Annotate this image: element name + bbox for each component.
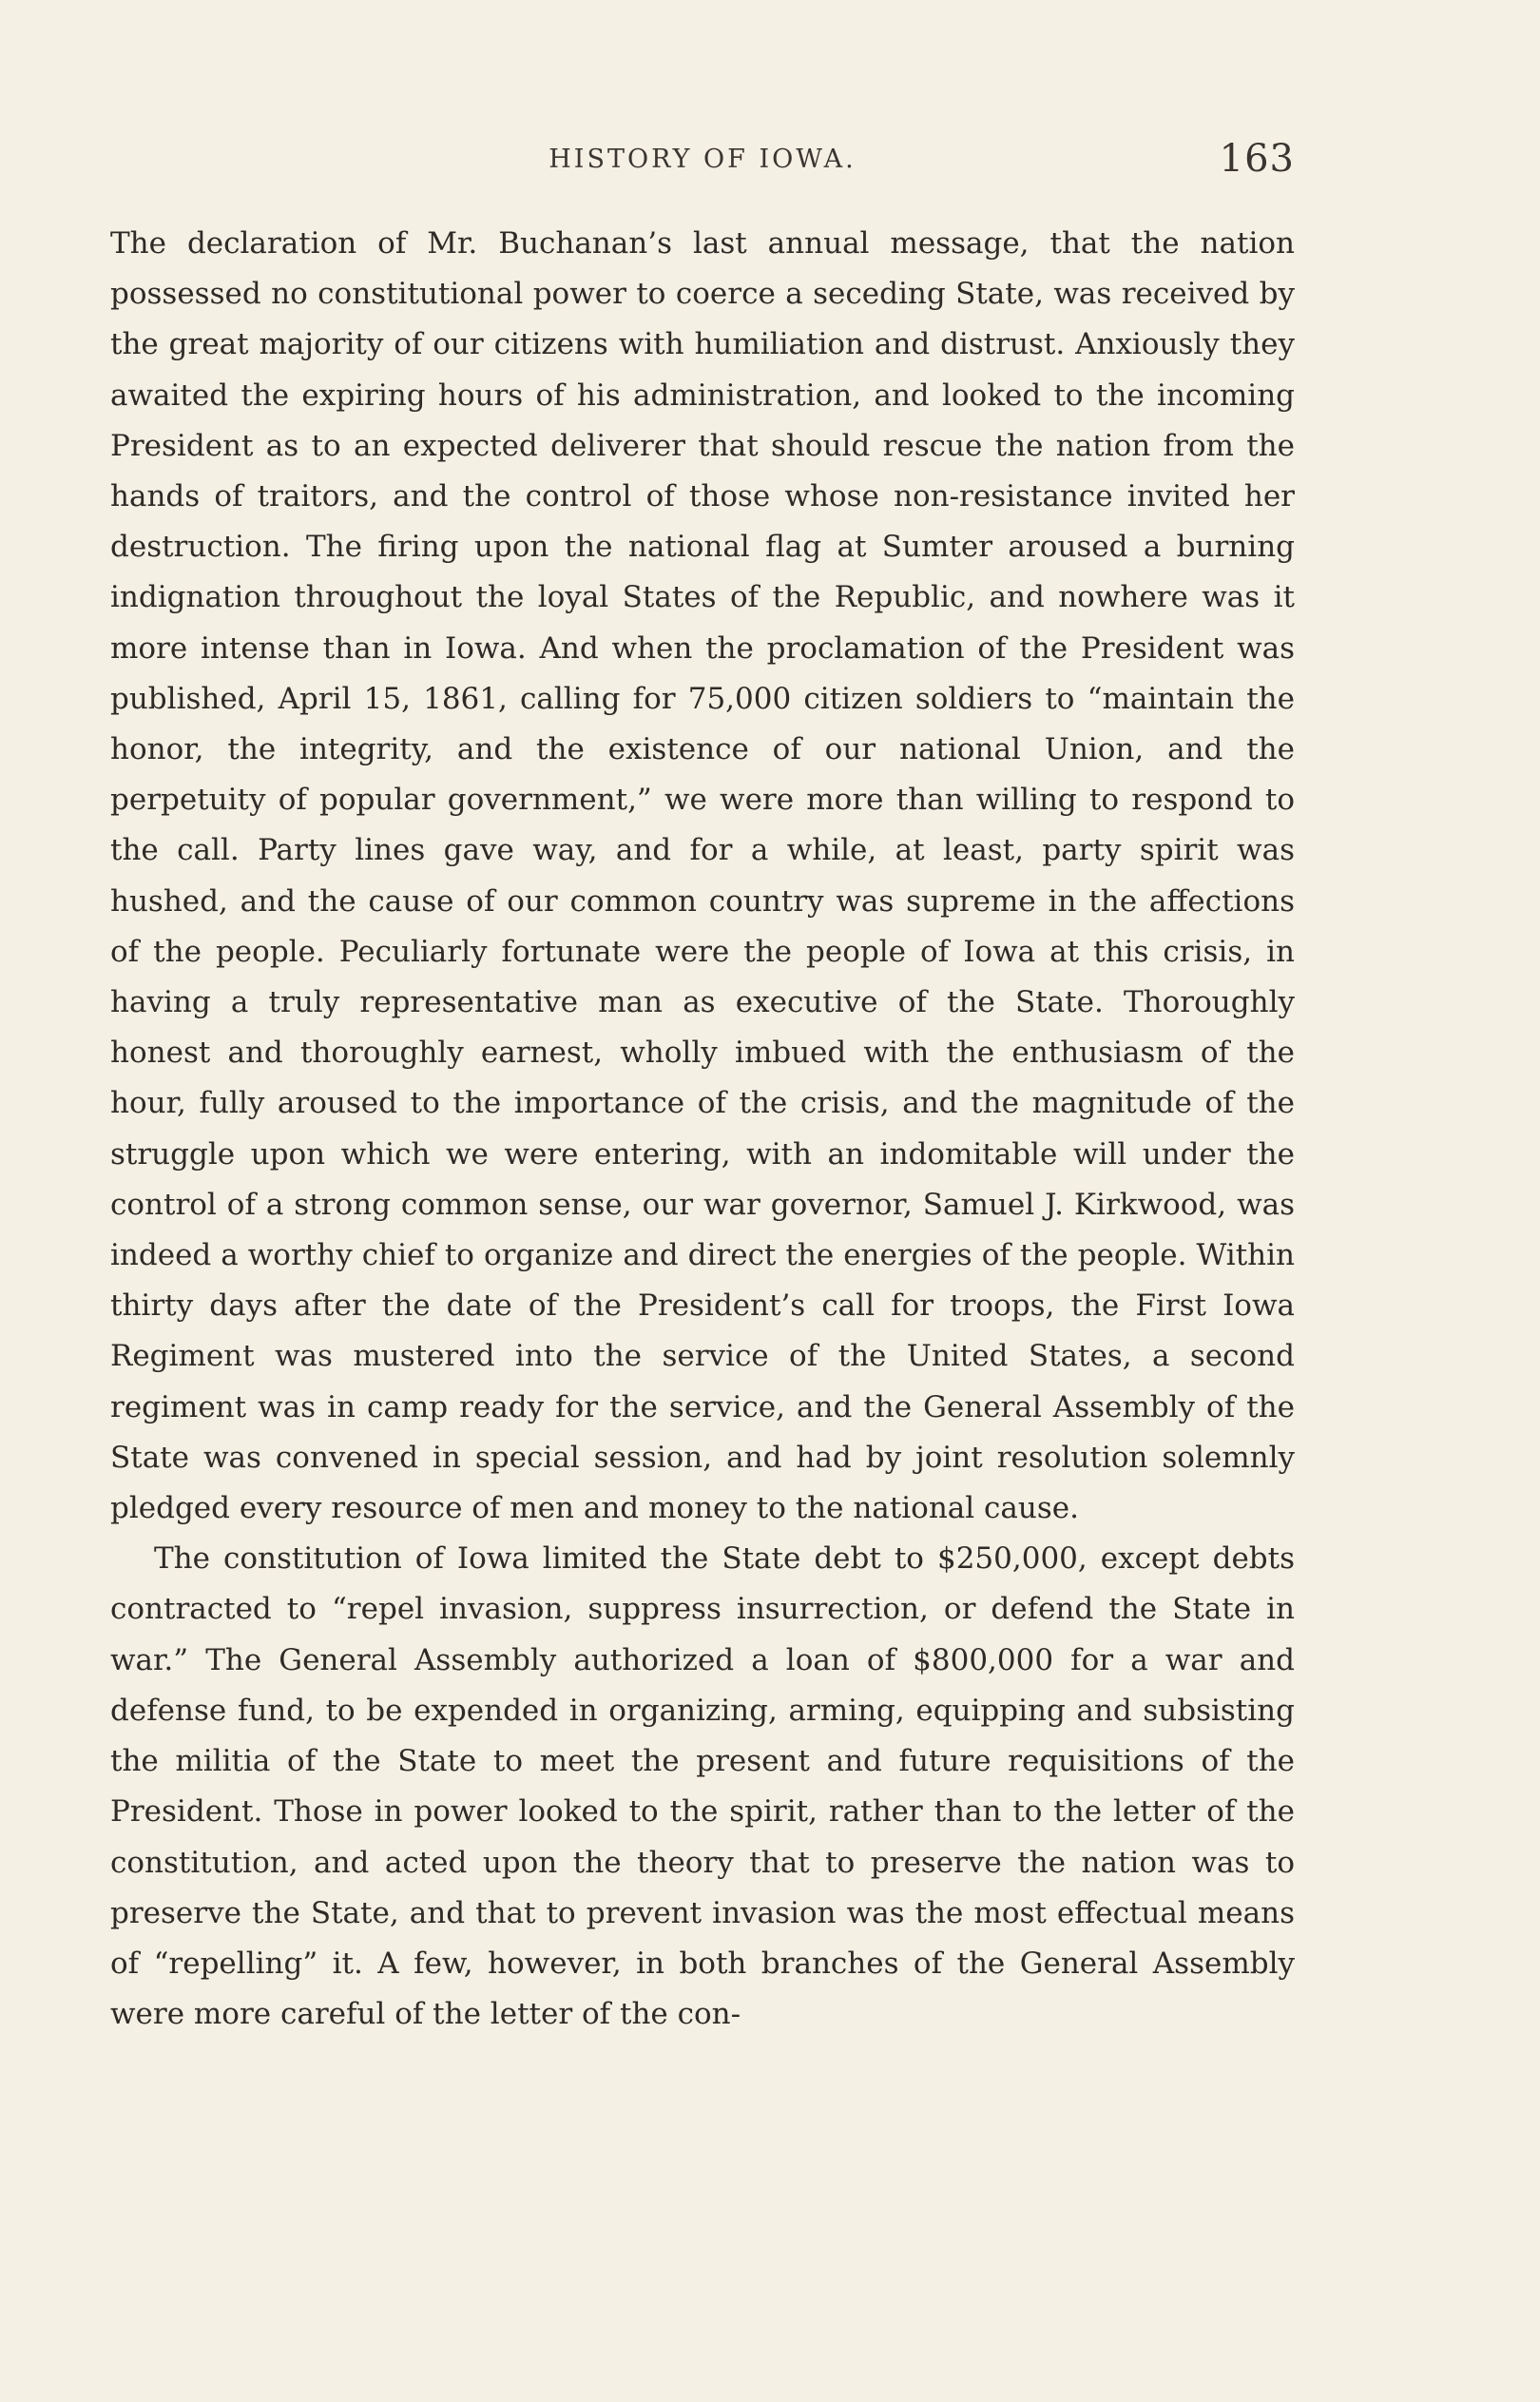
paragraph-1: The declaration of Mr. Buchanan’s last annual message, that the nation possessed no constitutional power to coerce a seceding State, was received by the great majority of our citizens with humiliation and distrust. Anxiously they awaited the expiring hours of his administration, and looked to the incoming President as to an expected deliverer that should rescue the nation from the hands of traitors, and the control of those whose non-resistance invited her destruction. The firing upon the national flag at Sumter aroused a burning indignation throughout the loyal States of the Republic, and nowhere was it more intense than in Iowa. And when the proclamation of the President was published, April 15, 1861, calling for 75,000 citizen soldiers to “maintain the honor, the integrity, and the existence of our national Union, and the perpetuity of popular government,” we were more than willing to respond to the call. Party lines gave way, and for a while, at least, party spirit was hushed, and the cause of our common country was supreme in the affections of the people. Peculiarly fortunate were the people of Iowa at this crisis, in having a truly representative man as executive of the State. Thoroughly honest and thoroughly earnest, wholly imbued with the enthusiasm of the hour, fully aroused to the importance of the crisis, and the magnitude of the struggle upon which we were entering, with an indomitable will under the control of a strong common sense, our war governor, Samuel J. Kirkwood, was indeed a worthy chief to organize and direct the energies of the people. Within thirty days after the date of the President’s call for troops, the First Iowa Regiment was mustered into the service of the United States, a second regiment was in camp ready for the service, and the General Assembly of the State was convened in special session, and had by joint resolution solemnly pledged every resource of men and money to the national cause.	[110, 226, 1295, 1526]
paragraph-2: The constitution of Iowa limited the State debt to $250,000, except debts contracted to “repel invasion, suppress insurrection, or defend the State in war.” The General Assembly authorized a loan of $800,000 for a war and defense fund, to be expended in organizing, arming, equipping and subsisting the militia of the State to meet the present and future requisitions of the President. Those in power looked to the spirit, rather than to the letter of the constitution, and acted upon the theory that to preserve the nation was to preserve the State, and that to prevent invasion was the most effectual means of “repelling” it. A few, however, in both branches of the General Assembly were more careful of the letter of the con-	[110, 1541, 1295, 2032]
page-number: 163	[1219, 137, 1295, 181]
running-head	[110, 137, 1295, 188]
body-text	[110, 219, 1295, 2040]
running-title: HISTORY OF IOWA.	[549, 145, 857, 174]
